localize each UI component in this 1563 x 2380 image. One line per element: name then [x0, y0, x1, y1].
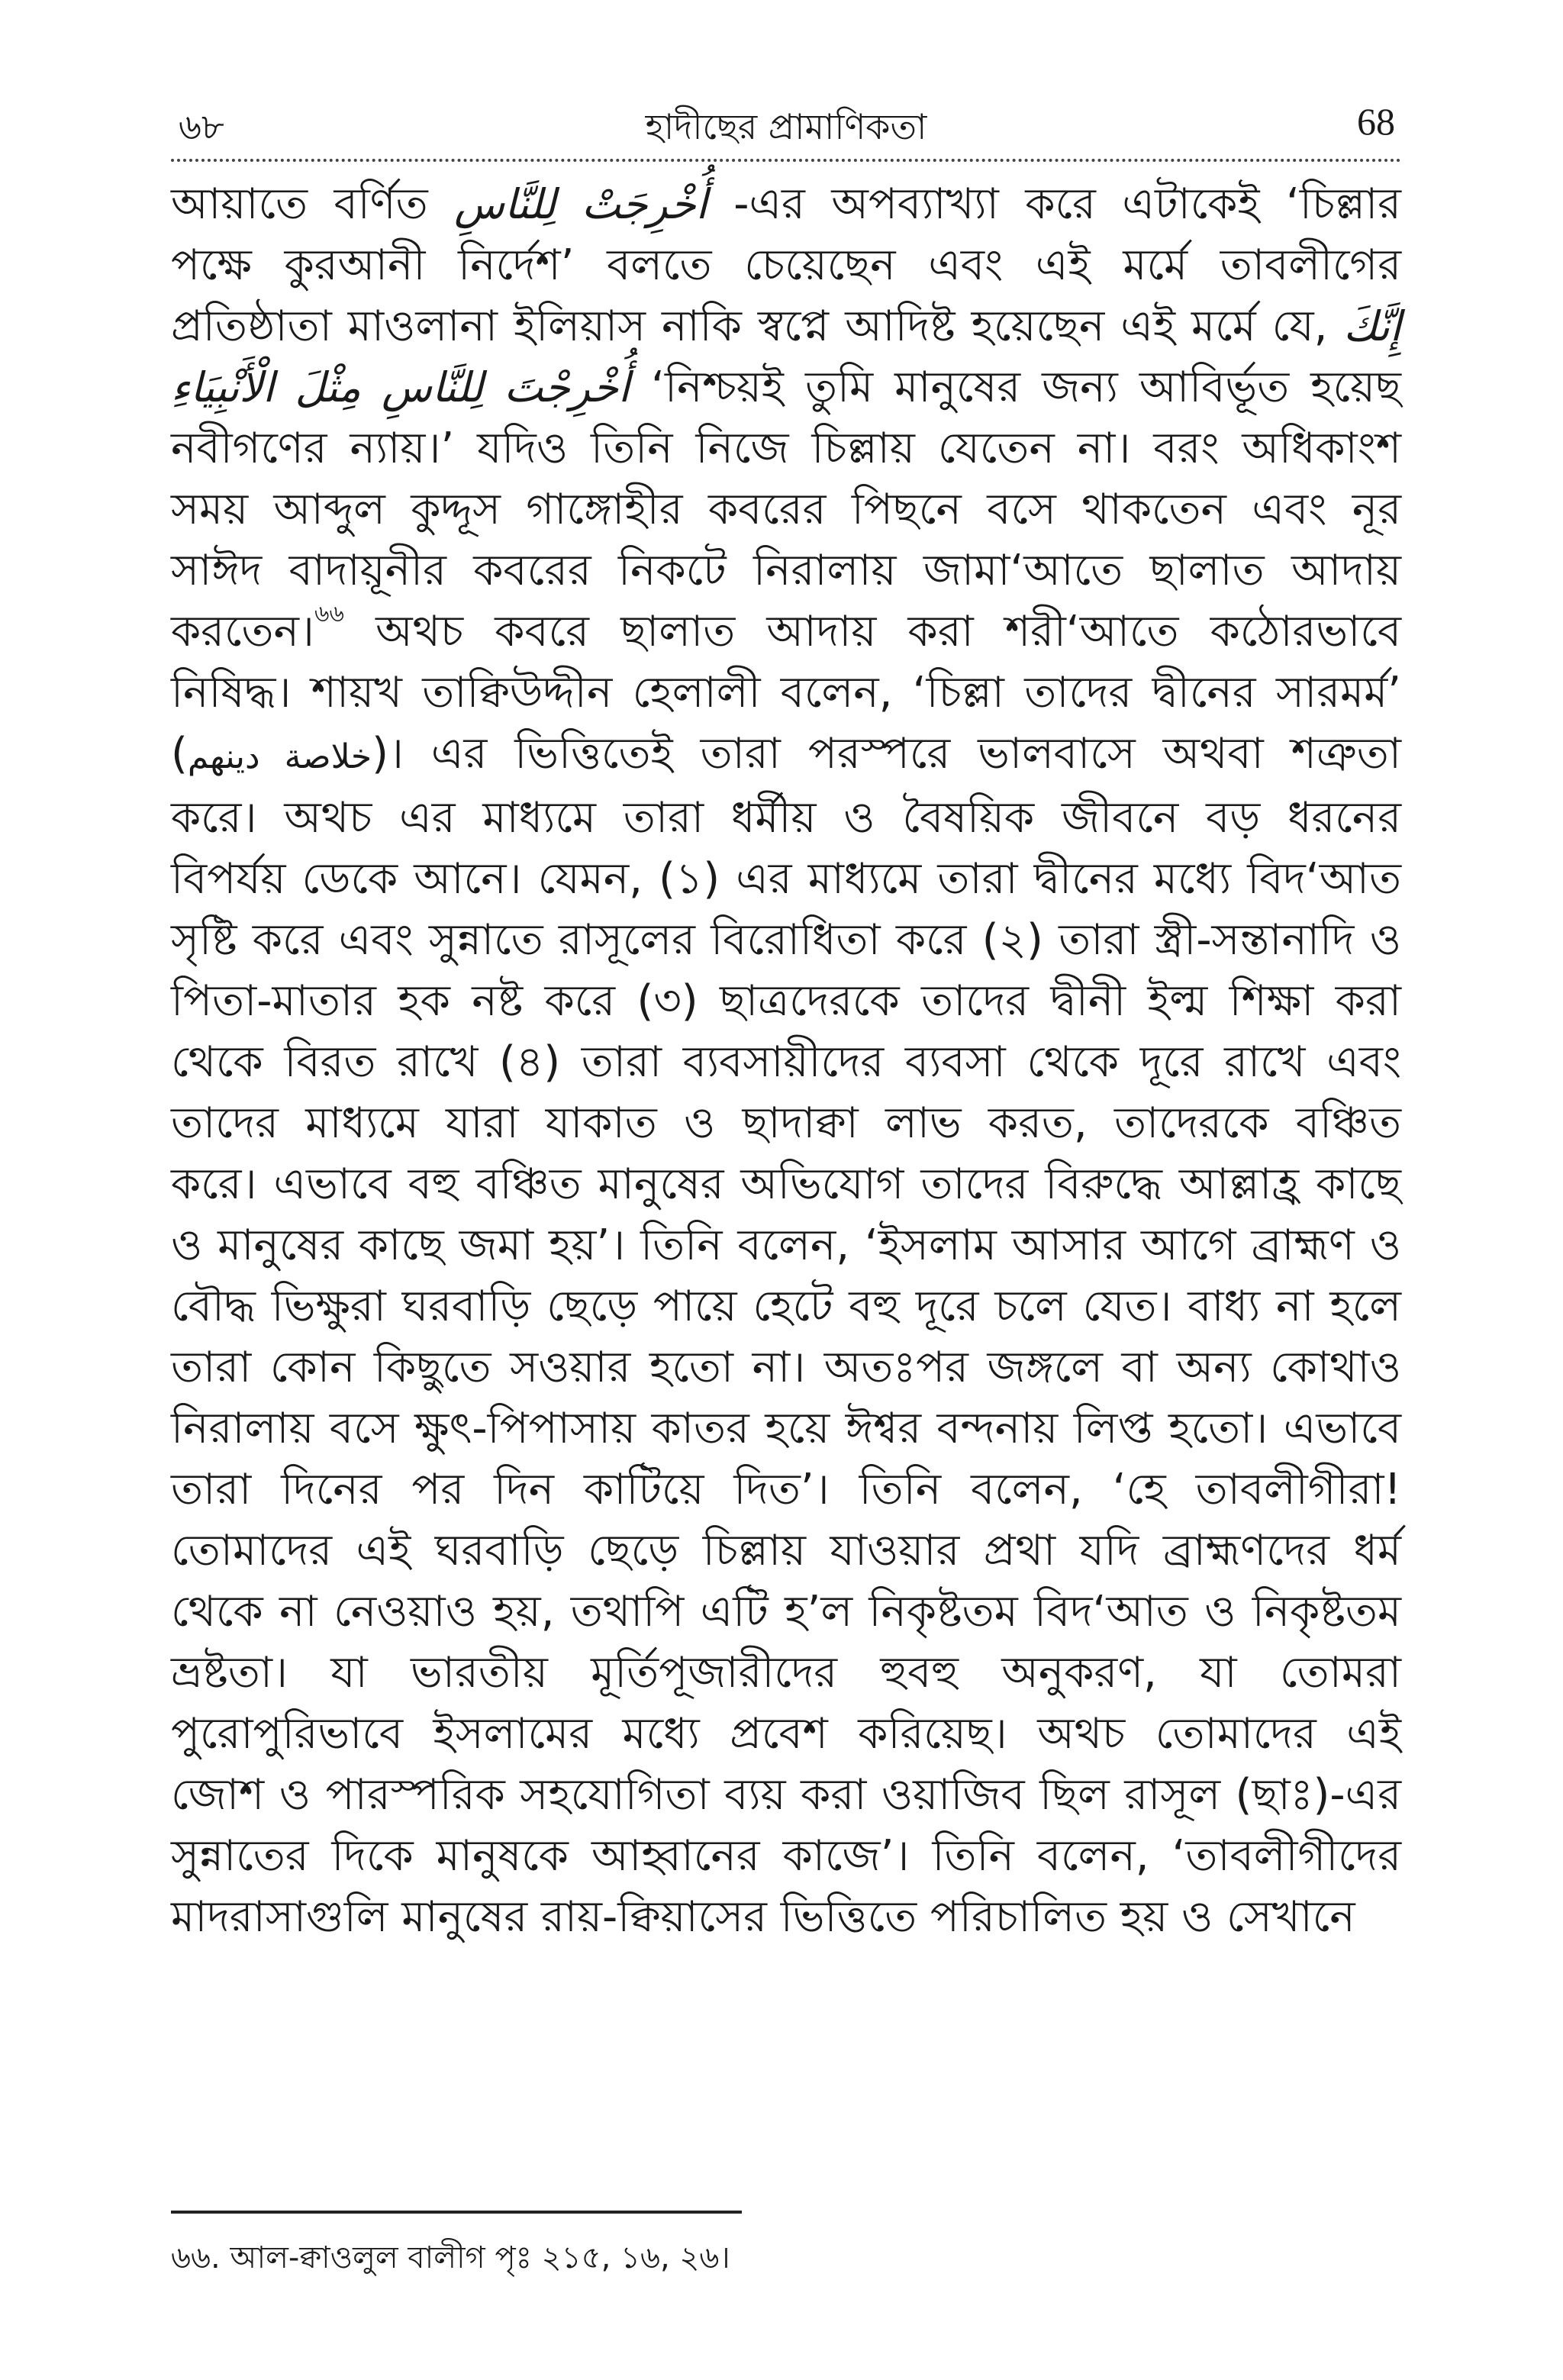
- text-segment: পক্ষে কুরআনী নির্দেশ’ বলতে চেয়েছেন এবং এই মর্মে তাবলীগের: [171, 240, 1401, 290]
- text-segment: ভ্রষ্টতা। যা ভারতীয় মূর্তিপূজারীদের হুবহু অনুকরণ, যা তোমরা: [171, 1648, 1401, 1698]
- text-segment: করতেন।: [171, 607, 314, 656]
- text-line: [171, 1215, 1401, 1276]
- text-segment: সৃষ্টি করে এবং সুন্নাতে রাসূলের বিরোধিতা করে (২) তারা স্ত্রী-সন্তানাদি ও: [171, 915, 1401, 965]
- text-segment: সাঈদ বাদায়ূনীর কবরের নিকটে নিরালায় জামা‘আতে ছালাত আদায়: [171, 546, 1401, 595]
- text-segment: নবীগণের ন্যায়।’ যদিও তিনি নিজে চিল্লায় যেতেন না। বরং অধিকাংশ: [171, 424, 1401, 473]
- text-line: [171, 1643, 1401, 1704]
- text-line: [171, 1521, 1401, 1582]
- text-segment: তারা কোন কিছুতে সওয়ার হতো না। অতঃপর জঙ্গলে বা অন্য কোথাও: [171, 1343, 1401, 1392]
- text-line: [171, 1093, 1401, 1154]
- text-segment: সুন্নাতের দিকে মানুষকে আহ্বানের কাজে’। তিনি বলেন, ‘তাবলীগীদের: [171, 1831, 1401, 1881]
- text-segment: )। এর ভিত্তিতেই তারা পরস্পরে ভালবাসে অথবা শত্রুতা: [372, 729, 1401, 779]
- running-header: [171, 90, 1401, 162]
- text-segment: মাদরাসাগুলি মানুষের রায়-ক্বিয়াসের ভিত্তিতে পরিচালিত হয় ও সেখানে: [171, 1892, 1355, 1942]
- text-segment: প্রতিষ্ঠাতা মাওলানা ইলিয়াস নাকি স্বপ্নে আদিষ্ট হয়েছেন এই মর্মে যে,: [171, 302, 1344, 351]
- arabic-phrase: أُخْرِجَتْ لِلنَّاسِ: [454, 180, 707, 228]
- text-segment: পুরোপুরিভাবে ইসলামের মধ্যে প্রবেশ করিয়েছ। অথচ তোমাদের এই: [171, 1709, 1401, 1759]
- text-line: [171, 601, 1401, 663]
- text-line: [171, 174, 1401, 235]
- text-line: [171, 357, 1401, 418]
- text-segment: নিরালায় বসে ক্ষুৎ-পিপাসায় কাতর হয়ে ঈশ্বর বন্দনায় লিপ্ত হতো। এভাবে: [171, 1404, 1401, 1453]
- text-segment: জোশ ও পারস্পরিক সহযোগিতা ব্যয় করা ওয়াজিব ছিল রাসূল (ছাঃ)-এর: [171, 1770, 1401, 1820]
- text-segment: (: [171, 729, 188, 779]
- text-segment: ‘নিশ্চয়ই তুমি মানুষের জন্য আবির্ভূত হয়েছ: [630, 363, 1401, 412]
- text-segment: -এর অপব্যাখ্যা করে এটাকেই ‘চিল্লার: [707, 179, 1401, 229]
- footnote: ৬৬. আল-ক্বাওলুল বালীগ পৃঃ ২১৫, ১৬, ২৬।: [171, 2240, 730, 2275]
- text-segment: বৌদ্ধ ভিক্ষুরা ঘরবাড়ি ছেড়ে পায়ে হেটে বহু দূরে চলে যেত। বাধ্য না হলে: [171, 1282, 1401, 1331]
- text-line: [171, 1032, 1401, 1093]
- body-text: [171, 174, 1401, 1948]
- footnote-divider: [171, 2211, 742, 2214]
- text-segment: থেকে না নেওয়াও হয়, তথাপি এটি হ’ল নিকৃষ্টতম বিদ‘আত ও নিকৃষ্টতম: [171, 1587, 1401, 1637]
- arabic-phrase: إِنَّكَ: [1343, 302, 1401, 350]
- text-line: [171, 418, 1401, 479]
- text-line: [171, 479, 1401, 540]
- text-segment: পিতা-মাতার হক নষ্ট করে (৩) ছাত্রদেরকে তাদের দ্বীনী ইল্ম শিক্ষা করা: [171, 976, 1401, 1026]
- text-line: [171, 1398, 1401, 1459]
- text-segment: বিপর্যয় ডেকে আনে। যেমন, (১) এর মাধ্যমে তারা দ্বীনের মধ্যে বিদ‘আত: [171, 854, 1401, 904]
- text-segment: তাদের মাধ্যমে যারা যাকাত ও ছাদাক্বা লাভ করত, তাদেরকে বঞ্চিত: [171, 1098, 1401, 1148]
- text-line: [171, 1887, 1401, 1948]
- text-segment: আয়াতে বর্ণিত: [171, 179, 455, 229]
- text-line: [171, 788, 1401, 849]
- text-segment: সময় আব্দুল কুদ্দূস গাঙ্গোহীর কবরের পিছনে বসে থাকতেন এবং নূর: [171, 485, 1401, 534]
- text-line: [171, 1459, 1401, 1521]
- text-line: [171, 724, 1401, 788]
- text-segment: নিষিদ্ধ। শায়খ তাক্বিউদ্দীন হেলালী বলেন, ‘চিল্লা তাদের দ্বীনের সারমর্ম’: [171, 668, 1401, 718]
- text-line: [171, 235, 1401, 296]
- text-line: [171, 1826, 1401, 1887]
- text-segment: তোমাদের এই ঘরবাড়ি ছেড়ে চিল্লায় যাওয়ার প্রথা যদি ব্রাহ্মণদের ধর্ম: [171, 1526, 1401, 1575]
- text-segment: করে। অথচ এর মাধ্যমে তারা ধর্মীয় ও বৈষয়িক জীবনে বড় ধরনের: [171, 793, 1401, 843]
- text-line: [171, 663, 1401, 724]
- text-segment: তারা দিনের পর দিন কাটিয়ে দিত’। তিনি বলেন, ‘হে তাবলীগীরা!: [171, 1465, 1401, 1514]
- text-segment: অথচ কবরে ছালাত আদায় করা শরী‘আতে কঠোরভাবে: [343, 607, 1401, 656]
- page-number: 68: [1357, 100, 1395, 143]
- text-segment: থেকে বিরত রাখে (৪) তারা ব্যবসায়ীদের ব্যবসা থেকে দূরে রাখে এবং: [171, 1037, 1401, 1087]
- arabic-phrase: خلاصة دينهم: [187, 737, 372, 776]
- text-line: [171, 849, 1401, 910]
- running-title: হাদীছের প্রামাণিকতা: [645, 106, 927, 147]
- arabic-phrase: أُخْرِجْتَ لِلنَّاسِ مِثْلَ الْأَنْبِيَاءِ: [171, 363, 630, 411]
- text-line: [171, 1154, 1401, 1215]
- page-number-bengali: ৬৮: [179, 106, 224, 147]
- text-segment: ও মানুষের কাছে জমা হয়’। তিনি বলেন, ‘ইসলাম আসার আগে ব্রাহ্মণ ও: [171, 1221, 1401, 1270]
- text-line: [171, 540, 1401, 601]
- text-line: [171, 910, 1401, 971]
- text-line: [171, 971, 1401, 1032]
- text-line: [171, 1582, 1401, 1643]
- text-line: [171, 1337, 1401, 1398]
- text-line: [171, 1765, 1401, 1826]
- footnote-marker: ৬৬: [314, 601, 344, 627]
- text-segment: করে। এভাবে বহু বঞ্চিত মানুষের অভিযোগ তাদের বিরুদ্ধে আল্লাহ্র কাছে: [171, 1159, 1401, 1209]
- text-line: [171, 296, 1401, 357]
- text-line: [171, 1276, 1401, 1337]
- text-line: [171, 1704, 1401, 1765]
